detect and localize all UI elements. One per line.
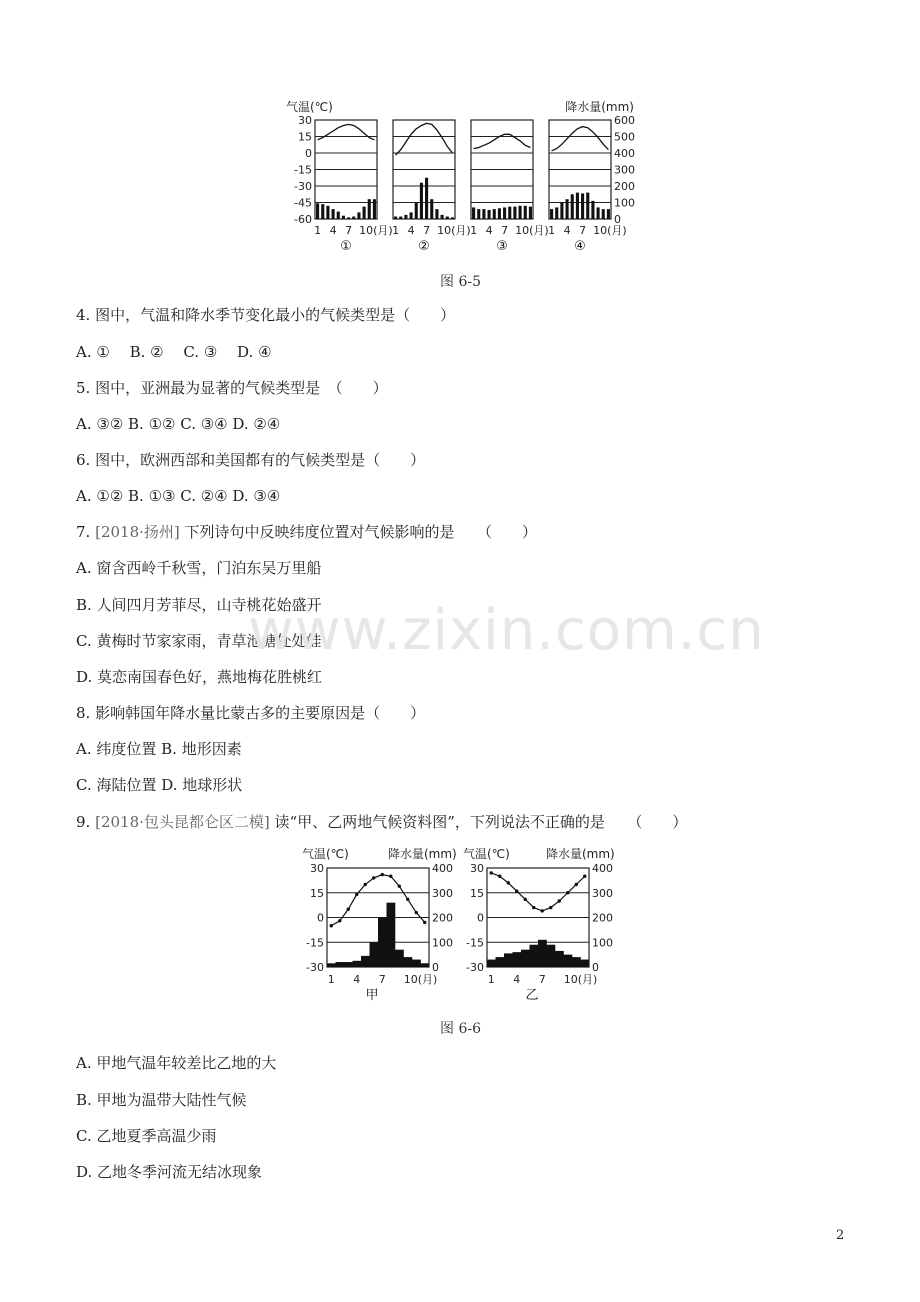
precipitation-bar — [488, 210, 491, 219]
precip-tick-label: 100 — [614, 196, 635, 210]
precipitation-bar — [487, 960, 496, 967]
precipitation-bar — [332, 209, 335, 219]
precipitation-bar — [353, 961, 362, 967]
question-7-option-c: C. 黄梅时节家家雨，青草池塘处处蛙 — [76, 632, 322, 650]
climate-panel — [470, 120, 549, 254]
month-tick-label: 4 — [329, 224, 337, 237]
temperature-point — [566, 891, 569, 894]
precipitation-bar — [357, 212, 360, 219]
temperature-point — [558, 899, 561, 902]
precipitation-bar — [446, 217, 449, 219]
temperature-line — [396, 123, 453, 155]
temperature-point — [532, 906, 535, 909]
question-5-options: A. ③② B. ①② C. ③④ D. ②④ — [76, 415, 281, 433]
precipitation-bar — [337, 212, 340, 219]
precipitation-bar — [530, 945, 539, 967]
precipitation-bar — [336, 962, 345, 967]
question-7-option-b: B. 人间四月芳菲尽，山寺桃花始盛开 — [76, 596, 322, 614]
month-tick-label: 4 — [513, 973, 521, 986]
month-tick-label: 7 — [579, 224, 587, 237]
precip-tick-label: 300 — [614, 163, 635, 177]
precipitation-bar — [420, 183, 423, 219]
month-tick-label: 1 — [327, 973, 335, 986]
question-9-option-a: A. 甲地气温年较差比乙地的大 — [76, 1054, 277, 1072]
temperature-point — [541, 909, 544, 912]
precipitation-bar — [493, 209, 496, 219]
precip-tick-label: 400 — [432, 862, 453, 875]
question-7 — [76, 522, 537, 542]
precip-tick-label: 0 — [614, 213, 621, 226]
precipitation-bar — [519, 206, 522, 219]
precipitation-bar — [373, 199, 376, 219]
temp-tick-label: -15 — [294, 163, 312, 177]
month-tick-label: 10(月) — [563, 973, 598, 986]
temp-tick-label: 15 — [298, 130, 312, 144]
question-8: 8. 影响韩国年降水量比蒙古多的主要原因是（ ） — [76, 704, 426, 722]
precip-axis-title-right: 降水量(mm) — [546, 847, 615, 861]
precipitation-bar — [451, 217, 454, 219]
month-tick-label: 7 — [423, 224, 431, 237]
temperature-point — [498, 875, 501, 878]
precipitation-bar — [524, 206, 527, 219]
question-7-option-d: D. 莫恋南国春色好，燕地梅花胜桃红 — [76, 668, 323, 686]
precipitation-bar — [597, 207, 600, 219]
temperature-point — [364, 883, 367, 886]
question-9-option-b: B. 甲地为温带大陆性气候 — [76, 1091, 247, 1109]
month-tick-label: 10(月) — [359, 224, 393, 237]
temp-tick-label: -30 — [306, 961, 324, 974]
precipitation-bar — [347, 217, 350, 219]
precipitation-bar — [394, 217, 397, 219]
temperature-point — [398, 884, 401, 887]
question-6-options: A. ①② B. ①③ C. ②④ D. ③④ — [76, 487, 281, 505]
question-9-option-d: D. 乙地冬季河流无结冰现象 — [76, 1163, 263, 1181]
precipitation-bar — [513, 952, 522, 967]
precipitation-bar — [482, 209, 485, 219]
precip-tick-label: 0 — [432, 961, 439, 974]
question-5: 5. 图中，亚洲最为显著的气候类型是 （ ） — [76, 379, 388, 397]
temp-tick-label: 30 — [310, 862, 324, 875]
watermark: www.zixin.com.cn — [248, 598, 765, 663]
temperature-point — [338, 919, 341, 922]
precip-tick-label: 0 — [592, 961, 599, 974]
question-number: 9. — [76, 813, 91, 831]
precipitation-bar — [352, 217, 355, 219]
precipitation-bar — [602, 209, 605, 219]
question-text: 读“甲、乙两地气候资料图”，下列说法不正确的是 （ ） — [274, 813, 688, 831]
precipitation-bar — [550, 209, 553, 219]
precipitation-bar — [472, 207, 475, 219]
precip-tick-label: 200 — [592, 911, 613, 925]
climate-panel — [466, 862, 613, 1003]
precipitation-bar — [538, 940, 547, 967]
month-tick-label: 4 — [407, 224, 415, 237]
precipitation-bar — [344, 962, 353, 967]
month-tick-label: 1 — [314, 224, 322, 237]
precipitation-bar — [370, 942, 379, 967]
precip-tick-label: 300 — [592, 886, 613, 900]
precip-axis-title: 降水量(mm) — [565, 100, 634, 114]
precipitation-bar — [316, 203, 319, 219]
precipitation-bar — [566, 199, 569, 219]
temperature-line — [318, 124, 375, 139]
temp-tick-label: -30 — [466, 961, 484, 974]
precip-tick-label: 600 — [614, 114, 635, 127]
question-source: [2018·包头昆都仑区二模] — [95, 813, 270, 831]
precipitation-bar — [508, 207, 511, 219]
precipitation-bar — [513, 207, 516, 219]
precipitation-bar — [555, 207, 558, 219]
temp-axis-title: 气温(℃) — [286, 100, 333, 114]
temperature-point — [381, 873, 384, 876]
precipitation-bar — [430, 199, 433, 219]
temp-tick-label: -30 — [294, 180, 312, 193]
temp-axis-title-right: 气温(℃) — [463, 847, 510, 861]
temp-tick-label: 0 — [305, 147, 312, 160]
month-tick-label: 10(月) — [403, 973, 438, 986]
precipitation-bar — [529, 207, 532, 219]
month-tick-label: 7 — [501, 224, 509, 237]
temperature-point — [583, 875, 586, 878]
precipitation-bar — [410, 212, 413, 219]
month-tick-label: 4 — [485, 224, 493, 237]
month-tick-label: 1 — [487, 973, 495, 986]
precipitation-bar — [572, 957, 581, 967]
temperature-point — [389, 875, 392, 878]
precipitation-bar — [435, 209, 438, 219]
question-9 — [76, 812, 687, 832]
climate-charts-figure-6-5 — [282, 98, 642, 258]
month-tick-label: 10(月) — [593, 224, 627, 237]
month-tick-label: 4 — [353, 973, 361, 986]
question-number: 7. — [76, 523, 91, 541]
panel-label: 甲 — [365, 988, 379, 1003]
precipitation-bar — [477, 209, 480, 219]
precipitation-bar — [521, 950, 530, 967]
question-8-options-ab: A. 纬度位置 B. 地形因素 — [76, 740, 242, 758]
panel-label: ③ — [496, 239, 508, 254]
question-6: 6. 图中，欧洲西部和美国都有的气候类型是（ ） — [76, 451, 426, 469]
question-7-option-a: A. 窗含西岭千秋雪，门泊东吴万里船 — [76, 559, 322, 577]
precipitation-bar — [504, 953, 513, 967]
precipitation-bar — [607, 209, 610, 219]
temperature-point — [515, 889, 518, 892]
precipitation-bar — [404, 957, 413, 967]
month-tick-label: 1 — [470, 224, 478, 237]
figure-caption-6-6: 图 6-6 — [440, 1021, 481, 1037]
precipitation-bar — [581, 960, 590, 967]
precipitation-bar — [378, 918, 387, 968]
precipitation-bar — [327, 963, 336, 967]
month-tick-label: 10(月) — [437, 224, 471, 237]
question-4: 4. 图中，气温和降水季节变化最小的气候类型是（ ） — [76, 306, 456, 324]
precipitation-bar — [412, 960, 421, 967]
precipitation-bar — [368, 199, 371, 219]
question-9-option-c: C. 乙地夏季高温少雨 — [76, 1127, 217, 1145]
question-text: 下列诗句中反映纬度位置对气候影响的是 （ ） — [184, 523, 538, 541]
temp-tick-label: 0 — [477, 911, 484, 925]
climate-panel — [314, 120, 393, 254]
climate-panel — [392, 120, 471, 254]
temp-tick-label: 15 — [310, 886, 324, 900]
temperature-point — [347, 908, 350, 911]
precip-tick-label: 500 — [614, 130, 635, 144]
month-tick-label: 7 — [538, 973, 546, 986]
temp-tick-label: 30 — [470, 862, 484, 875]
precipitation-bar — [586, 193, 589, 219]
precipitation-bar — [555, 951, 564, 967]
precip-axis-title-left: 降水量(mm) — [388, 847, 457, 861]
temperature-point — [575, 883, 578, 886]
precip-tick-label: 100 — [592, 936, 613, 950]
precipitation-bar — [326, 206, 329, 219]
precipitation-bar — [441, 215, 444, 219]
temp-tick-label: -45 — [294, 196, 312, 210]
panel-label: ② — [418, 239, 430, 254]
question-8-options-cd: C. 海陆位置 D. 地球形状 — [76, 776, 243, 794]
precipitation-bar — [571, 194, 574, 219]
precipitation-bar — [581, 193, 584, 219]
question-4-options: A. ① B. ② C. ③ D. ④ — [76, 343, 272, 361]
month-tick-label: 4 — [563, 224, 571, 237]
precipitation-bar — [576, 193, 579, 219]
temperature-point — [372, 876, 375, 879]
month-tick-label: 10(月) — [515, 224, 549, 237]
temperature-line — [552, 127, 609, 151]
temperature-point — [415, 911, 418, 914]
precipitation-bar — [503, 207, 506, 219]
precipitation-bar — [415, 203, 418, 220]
panel-label: ④ — [574, 239, 586, 254]
precip-tick-label: 100 — [432, 936, 453, 950]
precipitation-bar — [547, 945, 556, 967]
precipitation-bar — [387, 903, 396, 967]
temperature-point — [490, 871, 493, 874]
precipitation-bar — [496, 957, 505, 967]
temperature-line — [491, 873, 585, 911]
precipitation-bar — [421, 963, 430, 967]
page-number: 2 — [836, 1228, 845, 1243]
temp-tick-label: -60 — [294, 213, 312, 226]
temperature-point — [330, 924, 333, 927]
temp-tick-label: 0 — [317, 911, 324, 925]
precipitation-bar — [591, 201, 594, 219]
temp-tick-label: 30 — [298, 114, 312, 127]
temperature-point — [524, 898, 527, 901]
precipitation-bar — [399, 217, 402, 219]
precip-tick-label: 200 — [614, 180, 635, 193]
climate-charts-figure-6-6 — [300, 842, 620, 1007]
temperature-point — [549, 906, 552, 909]
precipitation-bar — [321, 204, 324, 219]
precipitation-bar — [361, 956, 370, 967]
temp-axis-title-left: 气温(℃) — [302, 847, 349, 861]
climate-panel — [306, 862, 453, 1003]
precipitation-bar — [560, 203, 563, 220]
temp-tick-label: -15 — [306, 936, 324, 950]
precip-tick-label: 300 — [432, 886, 453, 900]
month-tick-label: 7 — [378, 973, 386, 986]
temperature-point — [406, 898, 409, 901]
precipitation-bar — [404, 215, 407, 219]
temperature-point — [507, 881, 510, 884]
precip-tick-label: 400 — [592, 862, 613, 875]
precipitation-bar — [564, 955, 573, 967]
precipitation-bar — [395, 950, 404, 967]
temperature-point — [423, 921, 426, 924]
precipitation-bar — [498, 208, 501, 219]
precipitation-bar — [425, 178, 428, 219]
question-source: [2018·扬州] — [95, 523, 180, 541]
month-tick-label: 7 — [345, 224, 353, 237]
temperature-point — [355, 893, 358, 896]
precip-tick-label: 400 — [614, 147, 635, 160]
month-tick-label: 1 — [548, 224, 556, 237]
precip-tick-label: 200 — [432, 911, 453, 925]
temp-tick-label: -15 — [466, 936, 484, 950]
panel-label: ① — [340, 239, 352, 254]
month-tick-label: 1 — [392, 224, 400, 237]
precipitation-bar — [363, 207, 366, 219]
temp-tick-label: 15 — [470, 886, 484, 900]
precipitation-bar — [342, 216, 345, 219]
panel-label: 乙 — [525, 988, 539, 1003]
figure-caption-6-5: 图 6-5 — [440, 274, 481, 290]
